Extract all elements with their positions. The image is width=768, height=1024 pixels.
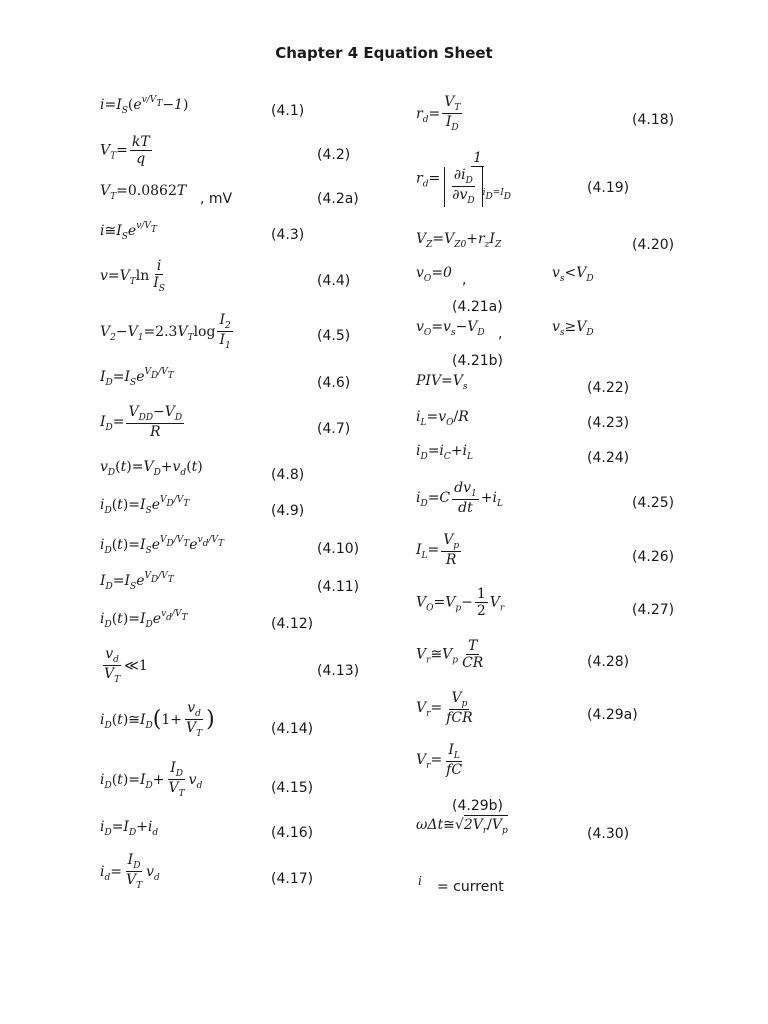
equation-4-20: $V_Z=V_{Z0}+r_zI_Z$ <box>416 231 502 250</box>
equation-number-4-29a: (4.29a) <box>587 707 638 723</box>
equation-number-4-9: (4.9) <box>271 503 305 519</box>
current-symbol: i <box>418 874 422 888</box>
condition-4-21a: $v_s<V_D$ <box>552 265 594 284</box>
equation-number-4-4: (4.4) <box>317 273 351 289</box>
equation-4-26: $I_L=$ $\frac{V_p}{R}$ <box>416 532 460 569</box>
equation-number-4-20: (4.20) <box>632 237 675 253</box>
equation-number-4-21a: (4.21a) <box>452 299 503 315</box>
equation-4-11: $I_D=I_Se^{V_D/V_T}$ <box>100 571 174 592</box>
equation-4-6: $I_D=I_Se^{V_D/V_T}$ <box>100 367 174 388</box>
equation-4-28: $V_r≅V_p$ $\frac{T}{CR}$ <box>416 638 484 672</box>
equation-4-21b: $v_O=v_s-V_D$ <box>416 319 485 338</box>
equation-number-4-8: (4.8) <box>271 467 305 483</box>
equation-4-19: $r_d=$ 1 $\frac{\partial i_D}{\partial v_D}$ $_{i_D=I_D}$ <box>416 150 512 207</box>
equation-number-4-12: (4.12) <box>271 616 314 632</box>
equation-4-3: $i≅I_Se^{v/V_T}$ <box>100 221 157 242</box>
equation-4-2a: $V_T=0.0862T$ <box>100 183 187 202</box>
equation-4-18: $r_d=$ $\frac{V_T}{I_D}$ <box>416 94 461 134</box>
equation-4-27: $V_O=V_p-$ $\frac{1}{2}$ $V_r$ <box>416 586 505 620</box>
equation-number-4-26: (4.26) <box>632 549 675 565</box>
equation-number-4-2: (4.2) <box>317 147 351 163</box>
equation-number-4-13: (4.13) <box>317 663 360 679</box>
equation-4-24: $i_D=i_C+i_L$ <box>416 443 474 462</box>
equation-4-13: $\frac{v_d}{V_T}$ ≪1 <box>104 646 148 686</box>
equation-4-25: $i_D=C$ $\frac{dv_1}{dt}$ $+i_L$ <box>416 480 503 517</box>
comma-4-21a: , <box>462 272 467 288</box>
equation-4-30: $\omega\Delta t≅√2V_r/V_p$ <box>416 817 508 836</box>
equation-4-2: $V_T=$ $\frac{kT}{q}$ <box>100 134 150 168</box>
equation-4-8: $v_D(t)=V_D+v_d(t)$ <box>100 459 203 478</box>
equation-4-17: $i_d=$ $\frac{I_D}{V_T}$ $v_d$ <box>100 852 160 892</box>
comma-4-21b: , <box>498 326 503 342</box>
equation-number-4-30: (4.30) <box>587 826 630 842</box>
condition-4-21b: $v_s\ge V_D$ <box>552 319 594 338</box>
equation-number-4-23: (4.23) <box>587 415 630 431</box>
equation-number-4-18: (4.18) <box>632 112 675 128</box>
equation-4-15: $i_D(t)=I_D+$ $\frac{I_D}{V_T}$ $v_d$ <box>100 760 203 800</box>
equation-number-4-28: (4.28) <box>587 654 630 670</box>
equation-4-7: $I_D=$ $\frac{V_{DD}-V_D}{R}$ <box>100 404 183 441</box>
equation-number-4-17: (4.17) <box>271 871 314 887</box>
equation-4-16: $i_D=I_D+i_d$ <box>100 819 159 838</box>
equation-number-4-6: (4.6) <box>317 375 351 391</box>
equation-4-10: $i_D(t)=I_Se^{V_D/V_T}e^{v_d/V_T}$ <box>100 535 225 556</box>
mv-unit-label: , mV <box>200 191 233 207</box>
page-title: Chapter 4 Equation Sheet <box>275 44 493 62</box>
equation-4-5: $V_2-V_1=2.3V_T\log$ $\frac{I_2}{I_1}$ <box>100 312 231 352</box>
equation-number-4-11: (4.11) <box>317 579 360 595</box>
equation-4-23: $i_L=v_O/R$ <box>416 409 469 428</box>
equation-number-4-19: (4.19) <box>587 180 630 196</box>
equation-4-29a: $V_r=$ $\frac{V_p}{\text{fCR}}$ <box>416 690 473 727</box>
log-constant: 2.3 <box>155 323 178 340</box>
equation-number-4-22: (4.22) <box>587 380 630 396</box>
equation-4-21a: $v_O=0$ <box>416 265 452 284</box>
equation-number-4-1: (4.1) <box>271 103 305 119</box>
equation-4-29b: $V_r=$ $\frac{I_L}{fC}$ <box>416 742 463 779</box>
equation-number-4-29b: (4.29b) <box>452 798 503 814</box>
equation-number-4-2a: (4.2a) <box>317 191 359 207</box>
equation-4-22: $PIV=V_s$ <box>416 373 468 392</box>
equation-number-4-16: (4.16) <box>271 825 314 841</box>
equation-4-12: $i_D(t)=I_De^{v_d/V_T}$ <box>100 609 188 630</box>
equation-number-4-27: (4.27) <box>632 602 675 618</box>
equation-number-4-3: (4.3) <box>271 227 305 243</box>
equation-4-9: $i_D(t)=I_Se^{V_D/V_T}$ <box>100 495 190 516</box>
equation-number-4-25: (4.25) <box>632 495 675 511</box>
equation-number-4-24: (4.24) <box>587 450 630 466</box>
equation-4-4: $v=V_T\ln$ $\frac{i}{I_S}$ <box>100 258 165 295</box>
equation-number-4-15: (4.15) <box>271 780 314 796</box>
current-note: = current <box>437 879 504 895</box>
equation-number-4-7: (4.7) <box>317 421 351 437</box>
equation-number-4-5: (4.5) <box>317 328 351 344</box>
equation-number-4-14: (4.14) <box>271 721 314 737</box>
equation-4-1: $i=I_S(e^{v/V_T}-1)$ <box>100 95 189 116</box>
equation-number-4-21b: (4.21b) <box>452 353 503 369</box>
thermal-constant: 0.0862 <box>127 183 177 199</box>
equation-number-4-10: (4.10) <box>317 541 360 557</box>
equation-4-14: $i_D(t)≅I_D(1+$ $\frac{v_d}{V_T}$ ) <box>100 700 215 740</box>
